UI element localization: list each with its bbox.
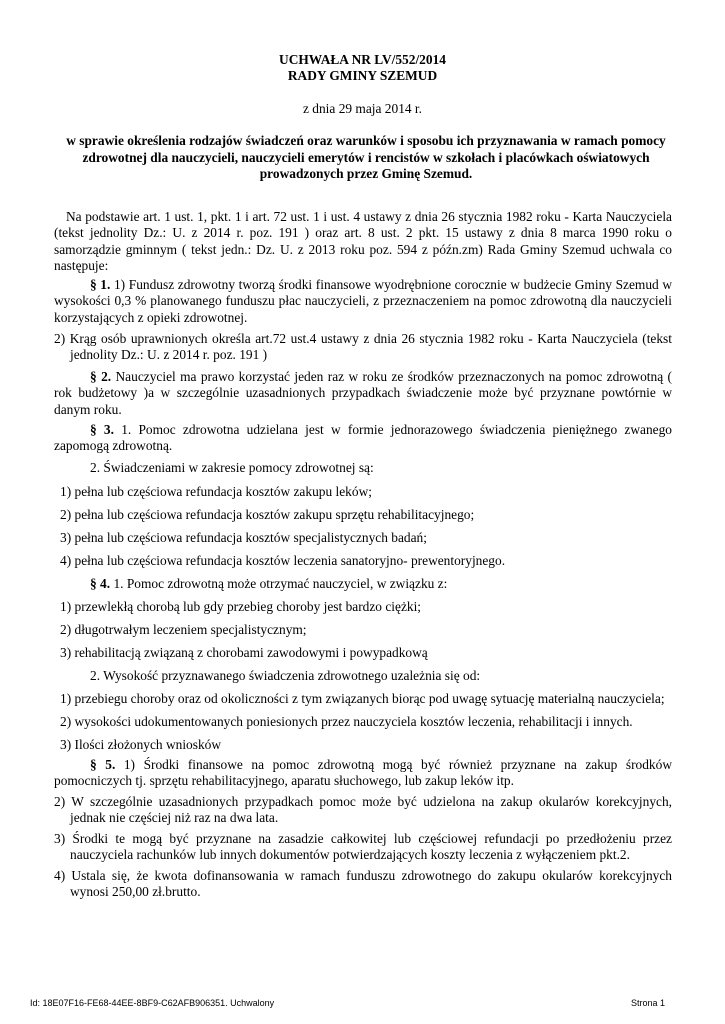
section-5-point-1 — [54, 757, 672, 790]
resolution-subject: w sprawie określenia rodzajów świadczeń oraz warunków i sposobu ich przyznawania w ramach pomocy zdrowotnej dla nauczycieli, nauczycieli emerytów i rencistów w szkołach i placówkach oświatowych prowadzonych przez Gminę Szemud. — [66, 133, 666, 182]
section-3-item: 2) pełna lub częściowa refundacja kosztów zakupu sprzętu rehabilitacyjnego; — [60, 507, 475, 522]
section-5-point-2: 2) W szczególnie uzasadnionych przypadkach pomoc może być udzielona na zakup okularów korekcyjnych, jednak nie częściej niż raz na dwa lata. — [54, 794, 672, 826]
page-number: Strona 1 — [630, 998, 665, 1008]
preamble: Na podstawie art. 1 ust. 1, pkt. 1 i art. 72 ust. 1 i ust. 4 ustawy z dnia 26 stycznia 1982 roku - Karta Nauczyciela (tekst jednolity Dz.: U. z 2014 r. poz. 191 ) oraz art. 8 ust. 2 pkt. 15 ustawy z dnia 8 marca 1990 roku o samorządzie gminnym ( tekst jedn.: Dz. U. z 2013 roku poz. 594 z późn.zm) Rada Gminy Szemud uchwala co następuje: — [54, 209, 672, 274]
section-3-point-1-text: 1. Pomoc zdrowotna udzielana jest w formie jednorazowego świadczenia pieniężnego zwanego zapomogą zdrowotną. — [54, 422, 672, 454]
section-4-point-1-text: 1. Pomoc zdrowotną może otrzymać nauczyciel, w związku z: — [113, 576, 448, 591]
section-5-point-3: 3) Środki te mogą być przyznane na zasadzie całkowitej lub częściowej refundacji po przedłożeniu przez nauczyciela rachunków lub innych dokumentów potwierdzających koszty leczenia z wyłączeniem pkt.2. — [54, 831, 672, 863]
resolution-number: UCHWAŁA NR LV/552/2014 — [279, 52, 446, 67]
section-4-point-2: 2. Wysokość przyznawanego świadczenia zdrowotnego uzależnia się od: — [90, 668, 481, 683]
section-3-item: 4) pełna lub częściowa refundacja kosztów leczenia sanatoryjno- prewentoryjnego. — [60, 553, 506, 568]
section-3-mark: § 3. — [90, 422, 114, 437]
section-5-mark: § 5. — [90, 757, 116, 772]
section-1-mark: § 1. — [90, 277, 111, 292]
section-2 — [54, 369, 672, 418]
section-2-mark: § 2. — [90, 369, 112, 384]
resolution-date: z dnia 29 maja 2014 r. — [303, 101, 422, 116]
section-5-point-4: 4) Ustala się, że kwota dofinansowania w ramach funduszu zdrowotnego do zakupu okularów korekcyjnych wynosi 250,00 zł.brutto. — [54, 868, 672, 900]
section-5-point-1-text: 1) Środki finansowe na pomoc zdrowotną mogą być również przyznane na zakup środków pomocniczych tj. sprzętu rehabilitacyjnego, aparatu słuchowego, lub zakup leków itp. — [54, 757, 672, 789]
section-3-point-2: 2. Świadczeniami w zakresie pomocy zdrowotnej są: — [90, 460, 374, 475]
council-name: RADY GMINY SZEMUD — [287, 68, 438, 83]
section-1-point-1-text: 1) Fundusz zdrowotny tworzą środki finansowe wyodrębnione corocznie w budżecie Gminy Szemud w wysokości 0,3 % planowanego funduszu płac nauczycieli, z przeznaczeniem na pomoc zdrowotną dla nauczycieli korzystających z opieki zdrowotnej. — [54, 277, 672, 325]
section-1-point-2: 2) Krąg osób uprawnionych określa art.72 ust.4 ustawy z dnia 26 stycznia 1982 roku - Karta Nauczyciela (tekst jednolity Dz.: U. z 2014 r. poz. 191 ) — [54, 331, 672, 363]
section-3-point-1 — [54, 422, 672, 455]
section-4-item: 3) rehabilitacją związaną z chorobami zawodowymi i powypadkową — [60, 645, 428, 660]
section-4-point-1 — [54, 576, 672, 592]
section-4-item: 1) przebiegu choroby oraz od okoliczności z tym związanych biorąc pod uwagę sytuację materialną nauczyciela; — [60, 691, 665, 706]
section-3-item: 3) pełna lub częściowa refundacja kosztów specjalistycznych badań; — [60, 530, 427, 545]
section-2-text: Nauczyciel ma prawo korzystać jeden raz w roku ze środków przeznaczonych na pomoc zdrowotną ( rok budżetowy )a w szczególnie uzasadnionych przypadkach świadczenie może być przyznane powtórnie w danym roku. — [54, 369, 672, 417]
section-4-mark: § 4. — [90, 576, 111, 591]
section-3-item: 1) pełna lub częściowa refundacja kosztów zakupu leków; — [60, 484, 372, 499]
section-4-item: 2) długotrwałym leczeniem specjalistycznym; — [60, 622, 307, 637]
document-id: Id: 18E07F16-FE68-44EE-8BF9-C62AFB906351. Uchwalony — [30, 998, 275, 1008]
section-4-item: 2) wysokości udokumentowanych poniesionych przez nauczyciela kosztów leczenia, rehabilitacji i innych. — [60, 714, 633, 729]
section-4-item: 3) Ilości złożonych wniosków — [60, 737, 222, 752]
section-4-item: 1) przewlekłą chorobą lub gdy przebieg choroby jest bardzo ciężki; — [60, 599, 422, 614]
section-1-point-1 — [54, 277, 672, 326]
